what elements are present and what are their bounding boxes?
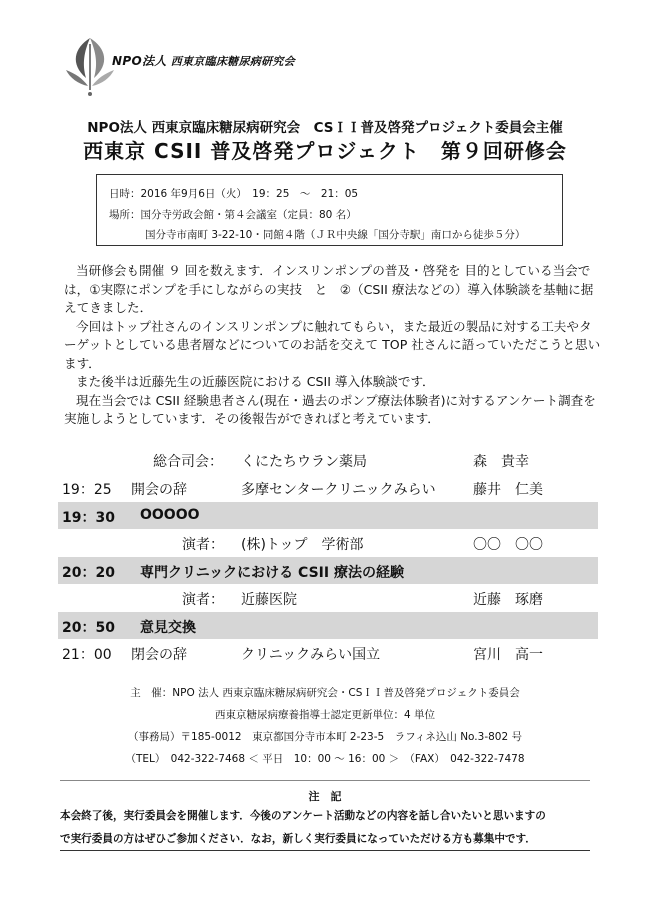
- intro-paragraph: 当研修会も開催 ９ 回を数えます．インスリンポンプの普及・啓発を 目的としている当会では，①実際にポンプを手にしながらの実技 と ②（CSII 療法などの）導入体験談を基軸に据えてきました．: [64, 263, 594, 315]
- program-person: 宮川 高一: [473, 647, 543, 663]
- event-venue: 場所：国分寺労政会館・第４会議室（定員：80 名）: [109, 209, 357, 221]
- intro-text: [64, 262, 604, 429]
- notes-underline: [60, 850, 590, 851]
- event-info-box: [96, 174, 563, 246]
- divider: [60, 780, 590, 781]
- org-name: 西東京臨床糖尿病研究会: [170, 55, 295, 68]
- program-time: 19：30: [62, 510, 115, 526]
- notes-line: で実行委員の方はぜひご参加ください．なお，新しく実行委員になっていただける方も募集中です．: [60, 833, 536, 845]
- leaf-logo-icon: [60, 34, 120, 104]
- program-row: [58, 529, 598, 557]
- program-label: 意見交換: [140, 620, 196, 636]
- program-detail: 多摩センタークリニックみらい: [241, 482, 436, 498]
- program-row: [58, 639, 598, 667]
- program-time: 20：50: [62, 620, 115, 636]
- program-row: [58, 446, 598, 474]
- program-label: 閉会の辞: [131, 647, 187, 663]
- program-detail: 近藤医院: [241, 592, 297, 608]
- intro-paragraph: 今回はトップ社さんのインスリンポンプに触れてもらい，また最近の製品に対する工夫やターゲットとしている患者層などについてのお話を交えて TOP 社さんに語っていただこうと思います．: [64, 318, 601, 371]
- program-detail: クリニックみらい国立: [241, 647, 381, 663]
- program-row: [58, 474, 598, 502]
- notes-title: 注 記: [308, 790, 342, 803]
- program-person: 藤井 仁美: [473, 482, 543, 498]
- program-person: 〇〇 〇〇: [473, 537, 543, 553]
- program-time: 20：20: [62, 565, 115, 581]
- program-person: 近藤 琢磨: [473, 592, 543, 608]
- org-prefix: NPO法人: [112, 54, 167, 68]
- footer-office: （事務局）〒185-0012 東京都国分寺市本町 2-23-5 ラフィネ込山 No.3-802 号: [128, 731, 522, 743]
- program-table: [58, 446, 598, 667]
- program-label: 開会の辞: [131, 482, 187, 498]
- program-detail: (株)トップ 学術部: [241, 537, 364, 553]
- notes-line: 本会終了後，実行委員会を開催します．今後のアンケート活動などの内容を話し合いたいと思いますの: [60, 810, 546, 822]
- intro-paragraph: 現在当会では CSII 経験患者さん(現在・過去のポンプ療法体験者)に対するアンケート調査を実施しようとしています．その後報告ができればと考えています．: [64, 392, 596, 426]
- program-label: 総合司会：: [153, 454, 223, 470]
- event-address: 国分寺市南町 3-22-10・同館４階（ＪＲ中央線「国分寺駅」南口から徒歩５分）: [145, 229, 526, 241]
- program-row-highlight: [58, 612, 598, 639]
- program-row-highlight: [58, 502, 598, 529]
- program-row-highlight: [58, 557, 598, 584]
- page-title: 西東京 CSII 普及啓発プロジェクト 第９回研修会: [83, 139, 567, 163]
- program-time: 21：00: [62, 647, 112, 663]
- program-time: 19：25: [62, 482, 112, 498]
- program-detail: くにたちウラン薬局: [241, 454, 367, 470]
- intro-paragraph: また後半は近藤先生の近藤医院における CSII 導入体験談です．: [76, 374, 435, 389]
- program-label: 専門クリニックにおける CSII 療法の経験: [140, 565, 404, 581]
- program-row: [58, 584, 598, 612]
- org-header: [112, 52, 295, 69]
- program-person: 森 貴幸: [473, 454, 529, 470]
- footer-credit: 西東京糖尿病療養指導士認定更新単位：4 単位: [214, 709, 436, 721]
- footer-contact: （TEL） 042-322-7468 ＜ 平日 10：00 ～ 16：00 ＞ （FAX） 042-322-7478: [125, 753, 525, 765]
- sponsor-line: NPO法人 西東京臨床糖尿病研究会 CSＩＩ普及啓発プロジェクト委員会主催: [87, 120, 563, 136]
- program-label: 演者：: [182, 537, 224, 553]
- program-label: 演者：: [182, 592, 224, 608]
- footer-organizer: 主 催：NPO 法人 西東京臨床糖尿病研究会・CSＩＩ普及啓発プロジェクト委員会: [130, 687, 520, 699]
- program-label: OOOOO: [140, 507, 200, 523]
- event-datetime: 日時：2016 年9月6日（火） 19：25 ～ 21：05: [109, 188, 359, 200]
